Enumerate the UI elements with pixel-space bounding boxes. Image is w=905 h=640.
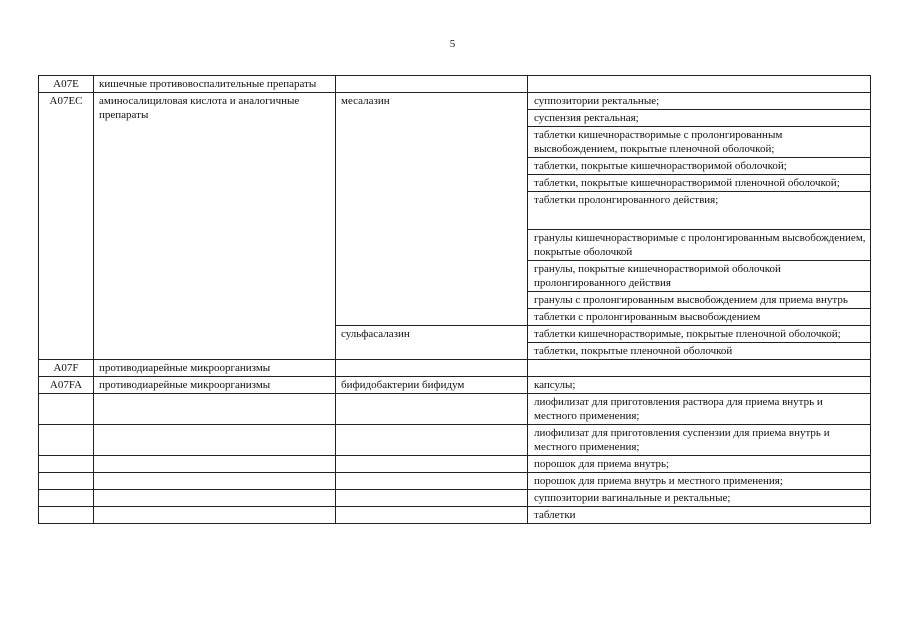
table-row (39, 360, 871, 377)
empty-cell (336, 490, 528, 507)
table-row (39, 425, 871, 456)
dosage-form (528, 360, 871, 377)
substance-name (336, 76, 528, 93)
group-name: противодиарейные микроорганизмы (94, 360, 336, 377)
empty-cell (94, 490, 336, 507)
substance-name (336, 360, 528, 377)
dosage-form: порошок для приема внутрь и местного применения; (528, 473, 871, 490)
dosage-form: таблетки пролонгированного действия; (528, 192, 871, 230)
table-row (39, 93, 871, 110)
empty-cell (94, 456, 336, 473)
dosage-form: таблетки, покрытые кишечнорастворимой пленочной оболочкой; (528, 175, 871, 192)
drug-table (38, 75, 871, 524)
empty-cell (336, 507, 528, 524)
dosage-form: таблетки кишечнорастворимые с пролонгированным высвобождением, покрытые пленочной оболочкой; (528, 127, 871, 158)
dosage-form: суспензия ректальная; (528, 110, 871, 127)
empty-cell (336, 425, 528, 456)
empty-cell (39, 473, 94, 490)
table-row (39, 507, 871, 524)
dosage-form: таблетки кишечнорастворимые, покрытые пленочной оболочкой; (528, 326, 871, 343)
empty-cell (39, 456, 94, 473)
dosage-form: суппозитории вагинальные и ректальные; (528, 490, 871, 507)
group-name: противодиарейные микроорганизмы (94, 377, 336, 394)
dosage-form: гранулы кишечнорастворимые с пролонгированным высвобождением, покрытые оболочкой (528, 230, 871, 261)
group-name: аминосалициловая кислота и аналогичные препараты (94, 93, 336, 360)
empty-cell (39, 490, 94, 507)
table-row (39, 456, 871, 473)
empty-cell (94, 507, 336, 524)
empty-cell (336, 473, 528, 490)
table-row (39, 377, 871, 394)
substance-name: месалазин (336, 93, 528, 326)
empty-cell (336, 456, 528, 473)
empty-cell (336, 394, 528, 425)
empty-cell (94, 473, 336, 490)
atc-code: A07FA (39, 377, 94, 394)
dosage-form: капсулы; (528, 377, 871, 394)
dosage-form (528, 76, 871, 93)
atc-code: A07EC (39, 93, 94, 360)
dosage-form: лиофилизат для приготовления раствора для приема внутрь и местного применения; (528, 394, 871, 425)
atc-code: A07F (39, 360, 94, 377)
dosage-form: порошок для приема внутрь; (528, 456, 871, 473)
group-name: кишечные противовоспалительные препараты (94, 76, 336, 93)
dosage-form: таблетки (528, 507, 871, 524)
substance-name: сульфасалазин (336, 326, 528, 360)
dosage-form: таблетки с пролонгированным высвобождением (528, 309, 871, 326)
empty-cell (39, 394, 94, 425)
table-row (39, 394, 871, 425)
page-number: 5 (449, 38, 456, 50)
dosage-form: гранулы с пролонгированным высвобождением для приема внутрь (528, 292, 871, 309)
dosage-form: таблетки, покрытые кишечнорастворимой оболочкой; (528, 158, 871, 175)
empty-cell (39, 507, 94, 524)
dosage-form: суппозитории ректальные; (528, 93, 871, 110)
dosage-form: гранулы, покрытые кишечнорастворимой оболочкой пролонгированного действия (528, 261, 871, 292)
empty-cell (94, 425, 336, 456)
table-row (39, 76, 871, 93)
table-row (39, 473, 871, 490)
dosage-form: таблетки, покрытые пленочной оболочкой (528, 343, 871, 360)
atc-code: A07E (39, 76, 94, 93)
empty-cell (39, 425, 94, 456)
substance-name: бифидобактерии бифидум (336, 377, 528, 394)
empty-cell (94, 394, 336, 425)
dosage-form: лиофилизат для приготовления суспензии для приема внутрь и местного применения; (528, 425, 871, 456)
table-row (39, 490, 871, 507)
